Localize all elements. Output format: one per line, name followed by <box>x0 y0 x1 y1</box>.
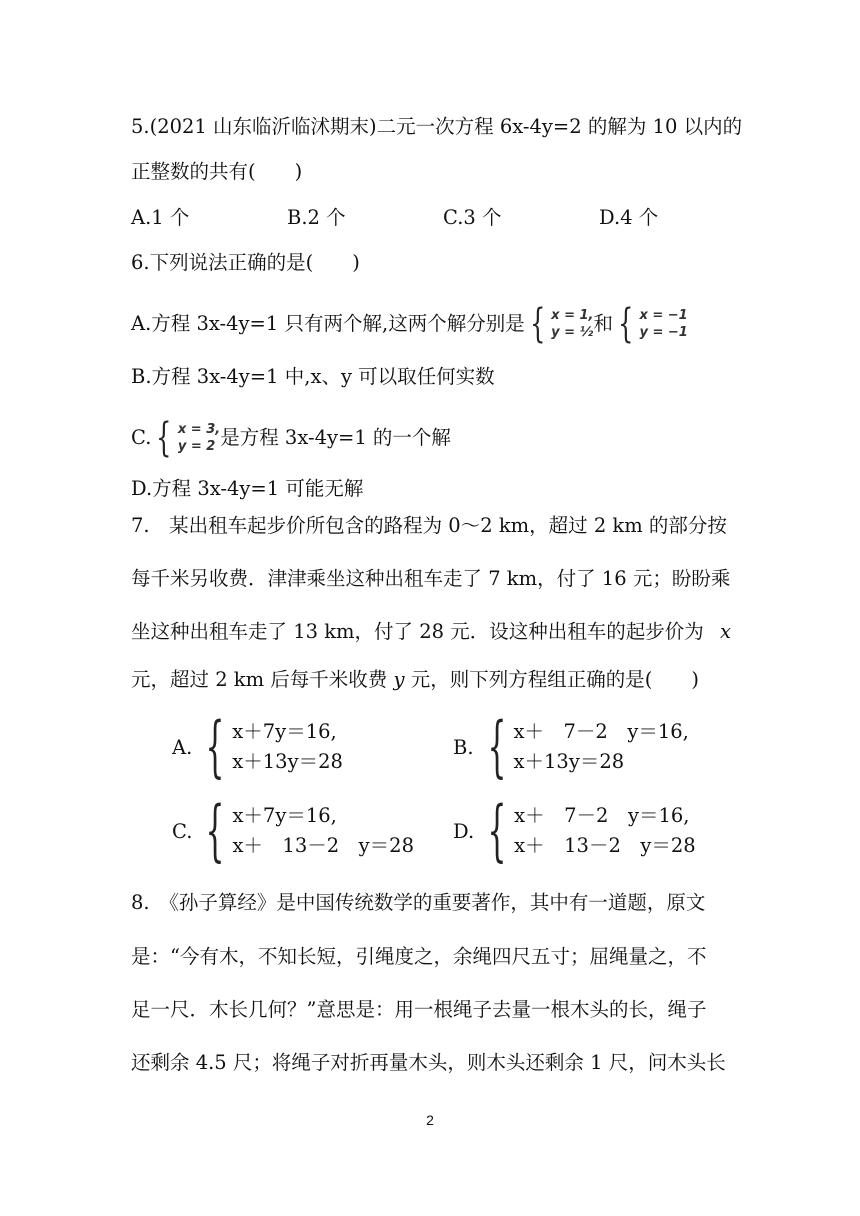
q7-line2: 每千米另收费．津津乘坐这种出租车走了 7 km，付了 16 元；盼盼乘 <box>131 567 731 590</box>
system-row: x＋13y＝28 <box>232 750 343 773</box>
system-row: x＋ 13－2 y＝28 <box>514 834 696 857</box>
system-row: x = −1 <box>639 308 688 323</box>
q8-line3: 足一尺．木长几何？”意思是：用一根绳子去量一根木头的长，绳子 <box>131 998 707 1021</box>
option-label: B. <box>453 735 474 759</box>
q6-option-c <box>131 415 451 461</box>
system-row: x＋ 13－2 y＝28 <box>232 834 414 857</box>
q6-option-c-system <box>151 415 221 461</box>
brace-symbol: { <box>529 301 546 347</box>
q8-line2: 是：“今有木，不知长短，引绳度之，余绳四尺五寸；屈绳量之，不 <box>131 945 707 968</box>
q6-stem: 6.下列说法正确的是( ) <box>131 251 360 274</box>
brace-symbol: { <box>618 301 634 347</box>
system-row: x＋ 7－2 y＝16, <box>513 720 689 743</box>
q7-line4-text-b: 元，则下列方程组正确的是( ) <box>410 668 699 691</box>
q7-var-y: y <box>393 668 405 691</box>
option-label: A. <box>172 735 193 759</box>
q8-line4: 还剩余 4.5 尺；将绳子对折再量木头，则木头还剩余 1 尺，问木头长 <box>131 1051 726 1074</box>
brace-symbol: { <box>205 708 225 785</box>
q6-option-d: D.方程 3x-4y=1 可能无解 <box>131 477 364 500</box>
q7-line4 <box>131 666 699 694</box>
q5-option-d: D.4 个 <box>599 206 659 229</box>
brace-symbol: { <box>156 415 172 461</box>
q6-option-a <box>131 301 688 347</box>
system-row: y = ½ <box>551 325 594 340</box>
page-number: 2 <box>426 1112 434 1128</box>
brace-symbol: { <box>205 792 225 869</box>
system-row: x＋7y＝16, <box>232 804 337 827</box>
system-row: x＋13y＝28 <box>513 750 625 773</box>
system-row: x＋ 7－2 y＝16, <box>514 804 690 827</box>
q7-line3 <box>131 618 731 646</box>
system-row: y = −1 <box>639 325 688 340</box>
q6-option-c-text: 是方程 3x-4y=1 的一个解 <box>220 426 451 449</box>
q7-option-c <box>172 792 414 869</box>
q7-line3-text: 坐这种出租车走了 13 km，付了 28 元．设这种出租车的起步价为 <box>131 620 704 643</box>
option-label: D. <box>453 819 475 843</box>
q7-option-b <box>453 708 689 785</box>
q5-option-b: B.2 个 <box>287 206 346 229</box>
q6-option-a-system-2 <box>613 301 688 347</box>
system-row: x = 3, <box>177 422 221 437</box>
q7-line1: 7. 某出租车起步价所包含的路程为 0～2 km，超过 2 km 的部分按 <box>131 514 727 537</box>
q7-line4-text-a: 元，超过 2 km 后每千米收费 <box>131 668 388 691</box>
option-label: C. <box>172 819 193 843</box>
q5-option-c: C.3 个 <box>443 206 502 229</box>
q5-option-a: A.1 个 <box>131 206 190 229</box>
q7-option-d <box>453 792 696 869</box>
q5-line1: 5.(2021 山东临沂临沭期末)二元一次方程 6x-4y=2 的解为 10 以内的 <box>131 115 743 138</box>
brace-symbol: { <box>487 792 507 869</box>
brace-symbol: { <box>487 708 506 785</box>
q6-option-b: B.方程 3x-4y=1 中,x、y 可以取任何实数 <box>131 365 495 388</box>
q7-var-x: x <box>720 620 731 643</box>
q6-option-c-label: C. <box>131 426 152 449</box>
system-row: x = 1, <box>551 308 594 323</box>
q6-option-a-system-1 <box>525 301 594 347</box>
q7-option-a <box>172 708 343 785</box>
system-row: y = 2 <box>177 439 216 454</box>
q6-option-a-text: A.方程 3x-4y=1 只有两个解,这两个解分别是 <box>131 312 525 335</box>
system-row: x＋7y＝16, <box>232 720 337 743</box>
q5-line2: 正整数的共有( ) <box>131 160 303 183</box>
q8-line1: 8. 《孙子算经》是中国传统数学的重要著作，其中有一道题，原文 <box>131 891 706 914</box>
q6-option-a-and: 和 <box>593 312 613 335</box>
